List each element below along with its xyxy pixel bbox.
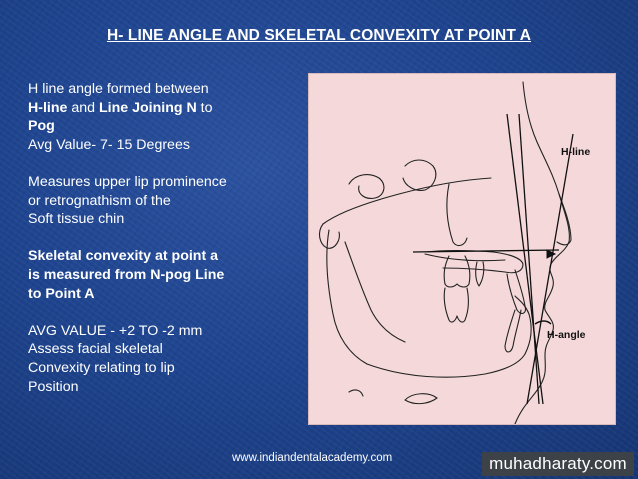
mandible-lower-border [367, 354, 525, 377]
slide-title: H- LINE ANGLE AND SKELETAL CONVEXITY AT POINT A [106, 27, 532, 44]
bold-line: is measured from N-pog Line [28, 266, 225, 283]
label-h-angle: H-angle [547, 329, 586, 341]
bold-term-pog: Pog [28, 118, 55, 135]
text-line: Soft tissue chin [28, 211, 125, 228]
orbit-outline [403, 160, 436, 190]
bold-line: to Point A [28, 285, 95, 302]
text-line: Avg Value- 7- 15 Degrees [28, 136, 190, 153]
palate-line [425, 254, 505, 261]
premolar [476, 262, 484, 286]
text-line: AVG VALUE - +2 TO -2 mm [28, 322, 203, 339]
bold-line: Skeletal convexity at point a [28, 248, 219, 265]
facial-vertical-line [519, 114, 539, 404]
hyoid-outline [405, 394, 437, 404]
condyle [320, 224, 340, 248]
paragraph-skeletal-convexity [28, 247, 298, 303]
cervical-mark [349, 390, 363, 396]
upper-incisor [507, 270, 525, 313]
lower-molar [444, 288, 468, 322]
paragraph-avg-value [28, 322, 298, 396]
text-line: Convexity relating to lip [28, 359, 175, 376]
arrow-head-icon [547, 250, 555, 258]
sella-outline [349, 175, 384, 199]
watermark-logo: muhadharaty.com [482, 452, 634, 476]
text-line: or retrognathism of the [28, 192, 171, 209]
lower-incisor [505, 310, 521, 352]
text-fragment: to [196, 99, 213, 116]
bold-term-h-line: H-line [28, 99, 68, 116]
h-angle-arc [535, 321, 551, 324]
text-line: Measures upper lip prominence [28, 173, 227, 190]
body-text [28, 80, 298, 415]
mandible-ramus [327, 230, 367, 364]
text-line: Assess facial skeletal [28, 341, 163, 358]
paragraph-lip-prominence [28, 173, 298, 229]
text-line: H line angle formed between [28, 81, 209, 97]
footer-website: www.indiandentalacademy.com [232, 452, 393, 464]
pterygoid-fissure [447, 184, 467, 245]
text-line: Position [28, 378, 79, 395]
ramus-inner [345, 242, 405, 342]
bold-term-line-joining-n: Line Joining N [98, 99, 197, 116]
paragraph-h-line-angle [28, 80, 298, 154]
soft-tissue-profile [515, 82, 569, 424]
h-line [527, 134, 573, 404]
cephalometric-tracing-figure [308, 73, 616, 425]
maxilla-outline [427, 251, 523, 273]
tracing-drawing [309, 74, 615, 424]
text-fragment: and [67, 99, 99, 116]
label-h-line: H-line [561, 146, 591, 158]
n-pog-line [507, 114, 543, 404]
